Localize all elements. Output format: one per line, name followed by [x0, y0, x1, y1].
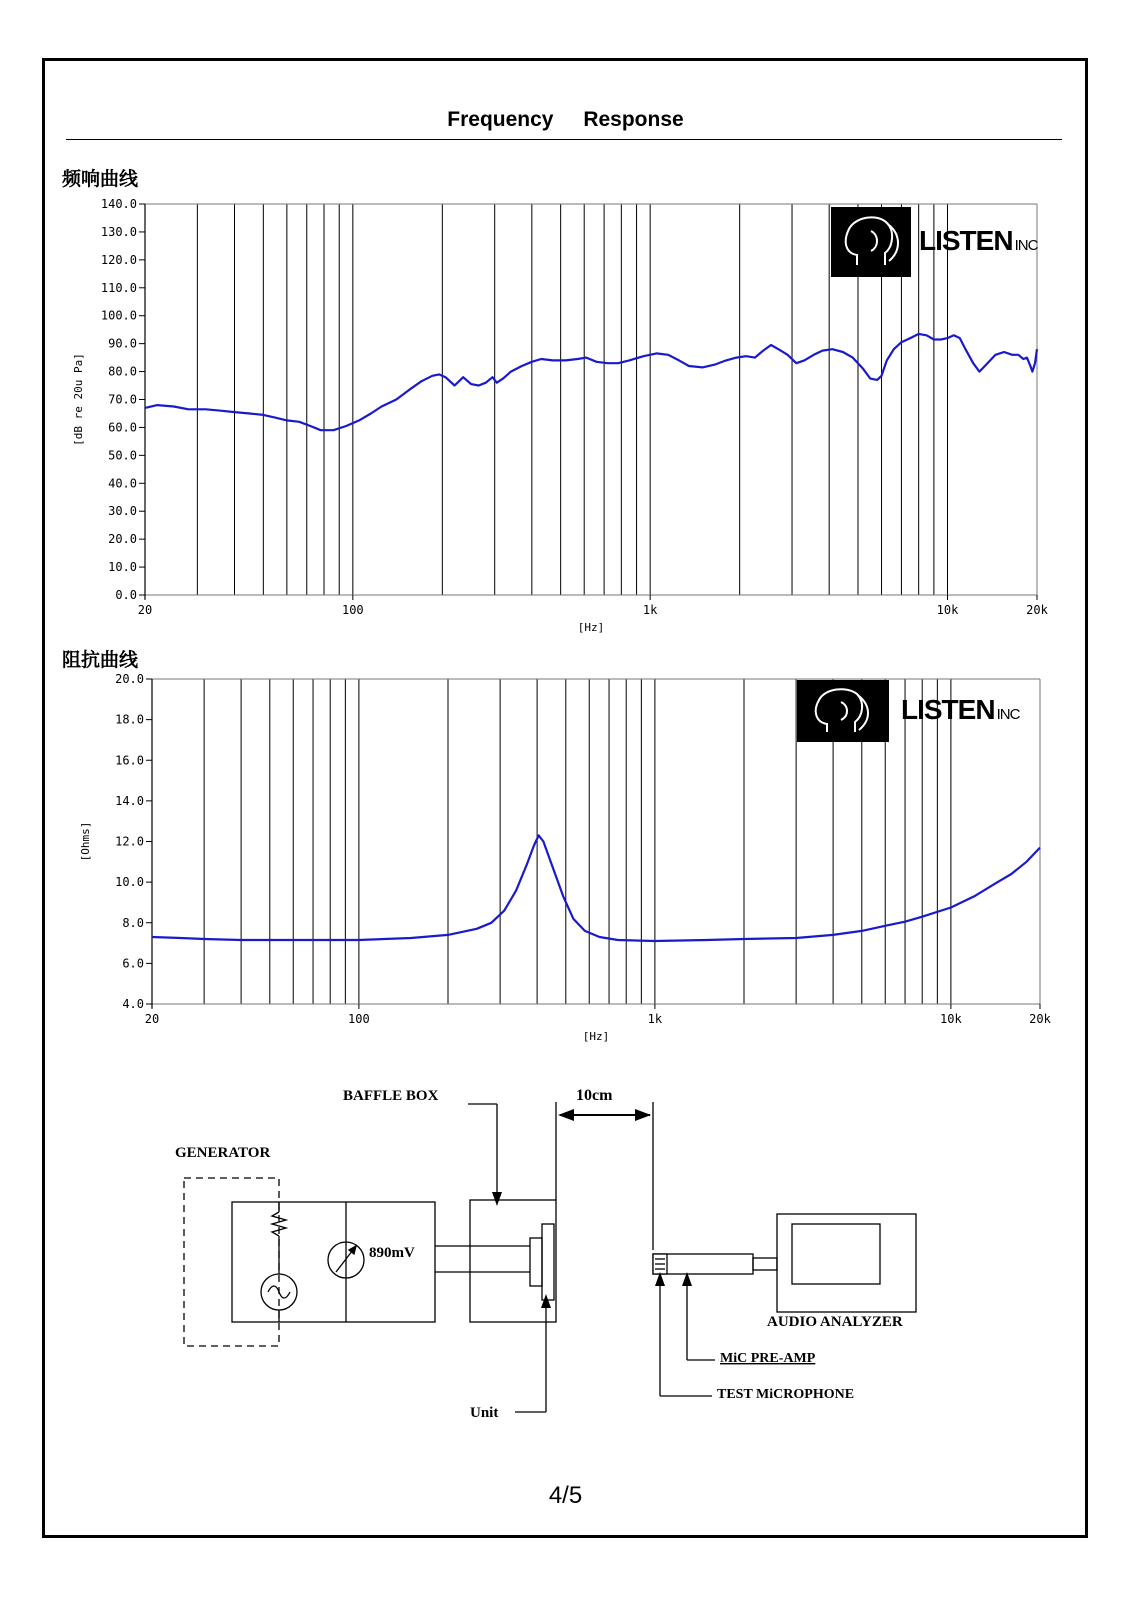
data-curve	[145, 334, 1037, 430]
x-tick-label: 100	[348, 1012, 370, 1026]
x-tick-label: 20	[137, 603, 153, 617]
generator-label: GENERATOR	[175, 1145, 271, 1161]
y-tick-label: 140.0	[100, 197, 137, 211]
y-tick-label: 6.0	[122, 956, 144, 971]
y-tick-label: 110.0	[100, 280, 137, 295]
logo-suffix: INC	[1014, 237, 1038, 254]
y-tick-label: 90.0	[108, 336, 137, 351]
y-tick-label: 70.0	[108, 392, 137, 407]
audio-analyzer-box	[777, 1214, 916, 1312]
x-tick-label: 10k	[936, 603, 959, 617]
voltage-label: 890mV	[369, 1245, 415, 1261]
mic-preamp-label: MiC PRE-AMP	[720, 1351, 816, 1366]
x-tick-label: 100	[341, 603, 364, 617]
page-title	[0, 108, 1131, 132]
y-tick-label: 40.0	[108, 476, 137, 491]
analyzer-screen	[792, 1224, 880, 1284]
generator-panel	[232, 1202, 435, 1322]
x-tick-label: 10k	[940, 1012, 962, 1026]
y-tick-label: 20.0	[108, 532, 137, 547]
logo-suffix: INC	[996, 706, 1020, 723]
x-tick-label: 1k	[642, 603, 658, 617]
test-setup-diagram	[0, 1060, 1131, 1480]
y-tick-label: 16.0	[115, 753, 144, 768]
listen-logo-imp	[797, 680, 1037, 742]
frequency-section-label: 频响曲线	[62, 168, 139, 190]
y-tick-label: 8.0	[122, 915, 144, 930]
y-tick-label: 4.0	[122, 997, 144, 1011]
x-tick-label: 20k	[1029, 1012, 1051, 1026]
listen-logo-freq	[831, 207, 1036, 277]
y-tick-label: 14.0	[115, 793, 144, 808]
audio-analyzer-label: AUDIO ANALYZER	[767, 1314, 903, 1330]
title-word-1: Frequency	[447, 108, 554, 131]
head-logo-icon	[831, 207, 911, 277]
test-microphone-label: TEST MiCROPHONE	[717, 1387, 855, 1402]
dim-arrow-left	[558, 1109, 574, 1121]
page-number: 4/5	[548, 1482, 583, 1509]
x-tick-label: 1k	[647, 1012, 663, 1026]
y-tick-label: 10.0	[115, 875, 144, 890]
title-divider	[66, 139, 1062, 140]
logo-brand: LISTEN	[919, 225, 1013, 256]
y-axis-label: [dB re 20u Pa]	[72, 353, 85, 446]
y-tick-label: 10.0	[108, 560, 137, 575]
y-tick-label: 20.0	[115, 672, 144, 686]
y-tick-label: 0.0	[115, 588, 137, 602]
title-word-2: Response	[583, 108, 684, 131]
logo-brand: LISTEN	[901, 694, 995, 725]
impedance-section-label: 阻抗曲线	[62, 649, 139, 671]
y-tick-label: 50.0	[108, 448, 137, 463]
unit-label: Unit	[470, 1405, 499, 1421]
y-tick-label: 30.0	[108, 504, 137, 519]
distance-label: 10cm	[576, 1087, 613, 1104]
y-tick-label: 130.0	[100, 224, 137, 239]
data-curve	[152, 835, 1040, 941]
microphone-body	[653, 1254, 753, 1274]
y-tick-label: 100.0	[100, 308, 137, 323]
y-tick-label: 120.0	[100, 252, 137, 267]
head-logo-icon	[797, 680, 889, 742]
y-tick-label: 18.0	[115, 712, 144, 727]
x-axis-label: [Hz]	[577, 621, 605, 634]
y-tick-label: 60.0	[108, 420, 137, 435]
baffle-arrow-head	[492, 1192, 502, 1206]
y-tick-label: 12.0	[115, 834, 144, 849]
x-tick-label: 20k	[1026, 603, 1048, 617]
x-tick-label: 20	[144, 1012, 160, 1026]
speaker-unit	[530, 1238, 542, 1286]
baffle-box-label: BAFFLE BOX	[343, 1088, 439, 1104]
y-axis-label: [Ohms]	[79, 821, 92, 862]
dim-arrow-right	[635, 1109, 651, 1121]
x-axis-label: [Hz]	[582, 1030, 610, 1043]
y-tick-label: 80.0	[108, 364, 137, 379]
